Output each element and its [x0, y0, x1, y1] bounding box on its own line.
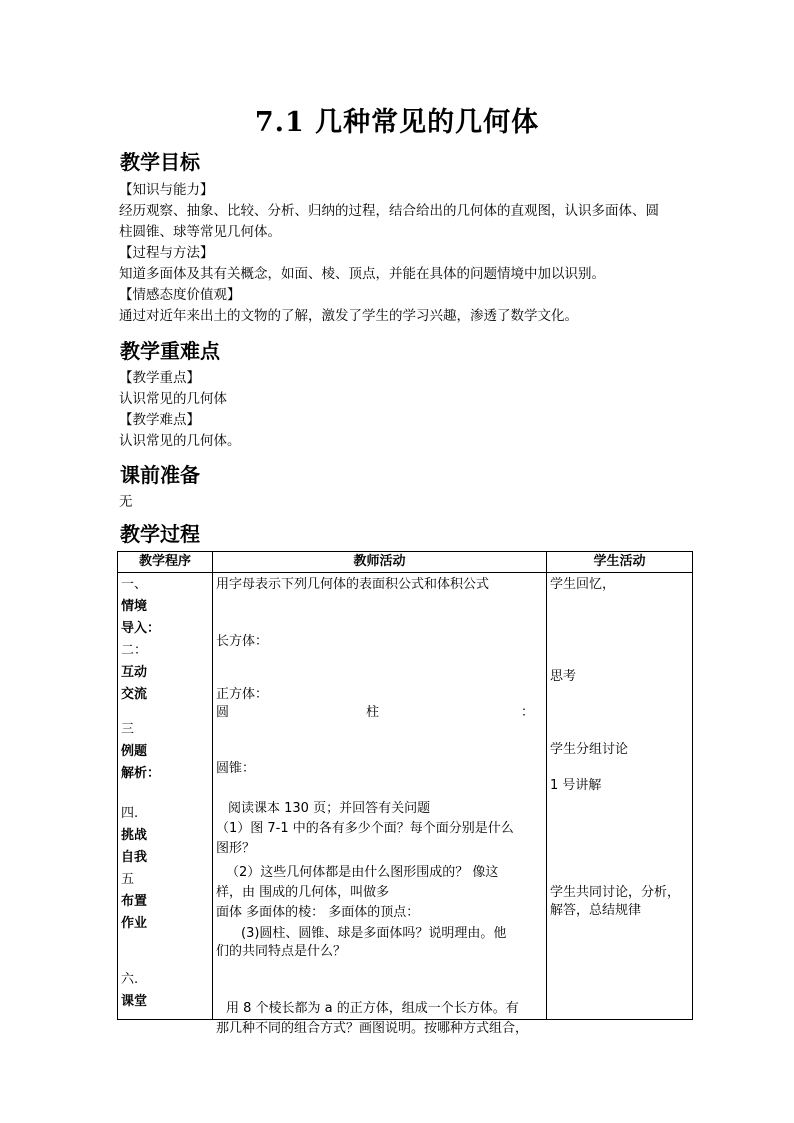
student-line-3: 学生分组讨论 [550, 742, 629, 757]
heading-preparation: 课前准备 [120, 463, 200, 487]
student-line-4: 1 号讲解 [550, 778, 602, 793]
step-5-number: 五 [121, 872, 135, 887]
teacher-line-6: 阅读课本 130 页；并回答有关问题 [228, 801, 431, 816]
difficult-text: 认识常见的几何体。 [119, 433, 241, 449]
step-6-line-1: 课堂 [121, 994, 148, 1009]
teacher-line-1: 用字母表示下列几何体的表面积公式和体积公式 [216, 577, 490, 592]
step-3-line-2: 解析： [121, 766, 161, 781]
student-line-5: 学生共同讨论，分析， [550, 885, 681, 900]
table-row [118, 573, 693, 1020]
heading-key-points: 教学重难点 [120, 339, 220, 363]
step-5-line-2: 作业 [121, 916, 148, 931]
student-column [547, 573, 693, 1020]
step-column [118, 573, 213, 1020]
teacher-line-3: 正方体： [216, 687, 269, 702]
header-step: 教学程序 [118, 552, 213, 573]
header-teacher: 教师活动 [213, 552, 547, 573]
teacher-line-8: 图形？ [216, 841, 256, 856]
step-1-number: 一、 [121, 577, 148, 592]
teacher-line-4c: ： [521, 705, 535, 720]
difficult-label: 【教学难点】 [119, 412, 200, 428]
teacher-line-7: （1）图 7-1 中的各有多少个面？每个面分别是什么 [216, 821, 514, 836]
teacher-line-13: 们的共同特点是什么？ [216, 944, 347, 959]
teacher-line-11: 面体 多面体的棱： 多面体的顶点： [216, 905, 420, 920]
teacher-line-4a: 圆 [216, 705, 230, 720]
step-2-number: 二： [121, 643, 148, 658]
teacher-line-10: 样，由 围成的几何体，叫做多 [216, 885, 390, 900]
key-label: 【教学重点】 [119, 370, 200, 386]
teacher-column [213, 573, 547, 1036]
step-3-number: 三 [121, 722, 135, 737]
heading-objectives: 教学目标 [120, 150, 200, 174]
knowledge-text-line-1: 经历观察、抽象、比较、分析、归纳的过程，结合给出的几何体的直观图，认识多面体、圆 [119, 203, 659, 219]
document-title: 7.1 几种常见的几何体 [254, 107, 540, 138]
process-table [117, 551, 693, 1036]
teacher-line-5: 圆锥： [216, 761, 256, 776]
step-4-line-2: 自我 [121, 850, 148, 865]
process-text: 知道多面体及其有关概念，如面、棱、顶点，并能在具体的问题情境中加以识别。 [119, 266, 605, 282]
teacher-line-12: (3)圆柱、圆锥、球是多面体吗？说明理由。他 [241, 926, 507, 941]
teacher-line-9: （2）这些几何体都是由什么图形围成的？ 像这 [226, 865, 499, 880]
header-student: 学生活动 [547, 552, 693, 573]
table-header-row [118, 552, 693, 573]
heading-process: 教学过程 [120, 522, 200, 546]
preparation-text: 无 [119, 494, 133, 510]
knowledge-text-line-2: 柱圆锥、球等常见几何体。 [119, 224, 281, 240]
step-2-line-2: 交流 [121, 687, 148, 702]
step-2-line-1: 互动 [121, 665, 148, 680]
teacher-line-2: 长方体： [216, 634, 269, 649]
step-4-line-1: 挑战 [121, 828, 148, 843]
attitude-label: 【情感态度价值观】 [119, 287, 241, 303]
process-label: 【过程与方法】 [119, 245, 214, 261]
teacher-line-15: 那几种不同的组合方式？画图说明。按哪种方式组合， [216, 1021, 529, 1036]
teacher-line-4b: 柱 [366, 705, 380, 720]
student-line-1: 学生回忆， [550, 577, 616, 592]
step-6-number: 六. [121, 972, 139, 987]
attitude-text: 通过对近年来出土的文物的了解，激发了学生的学习兴趣，渗透了数学文化。 [119, 308, 578, 324]
step-1-line-1: 情境 [121, 599, 148, 614]
knowledge-label: 【知识与能力】 [119, 182, 214, 198]
step-5-line-1: 布置 [121, 894, 148, 909]
step-1-line-2: 导入： [121, 621, 161, 636]
teacher-line-14: 用 8 个棱长都为 a 的正方体，组成一个长方体。有 [226, 1001, 519, 1016]
step-3-line-1: 例题 [121, 744, 148, 759]
step-4-number: 四. [121, 806, 139, 821]
student-line-6: 解答，总结规律 [550, 903, 642, 918]
student-line-2: 思考 [550, 669, 577, 684]
key-text: 认识常见的几何体 [119, 391, 227, 407]
